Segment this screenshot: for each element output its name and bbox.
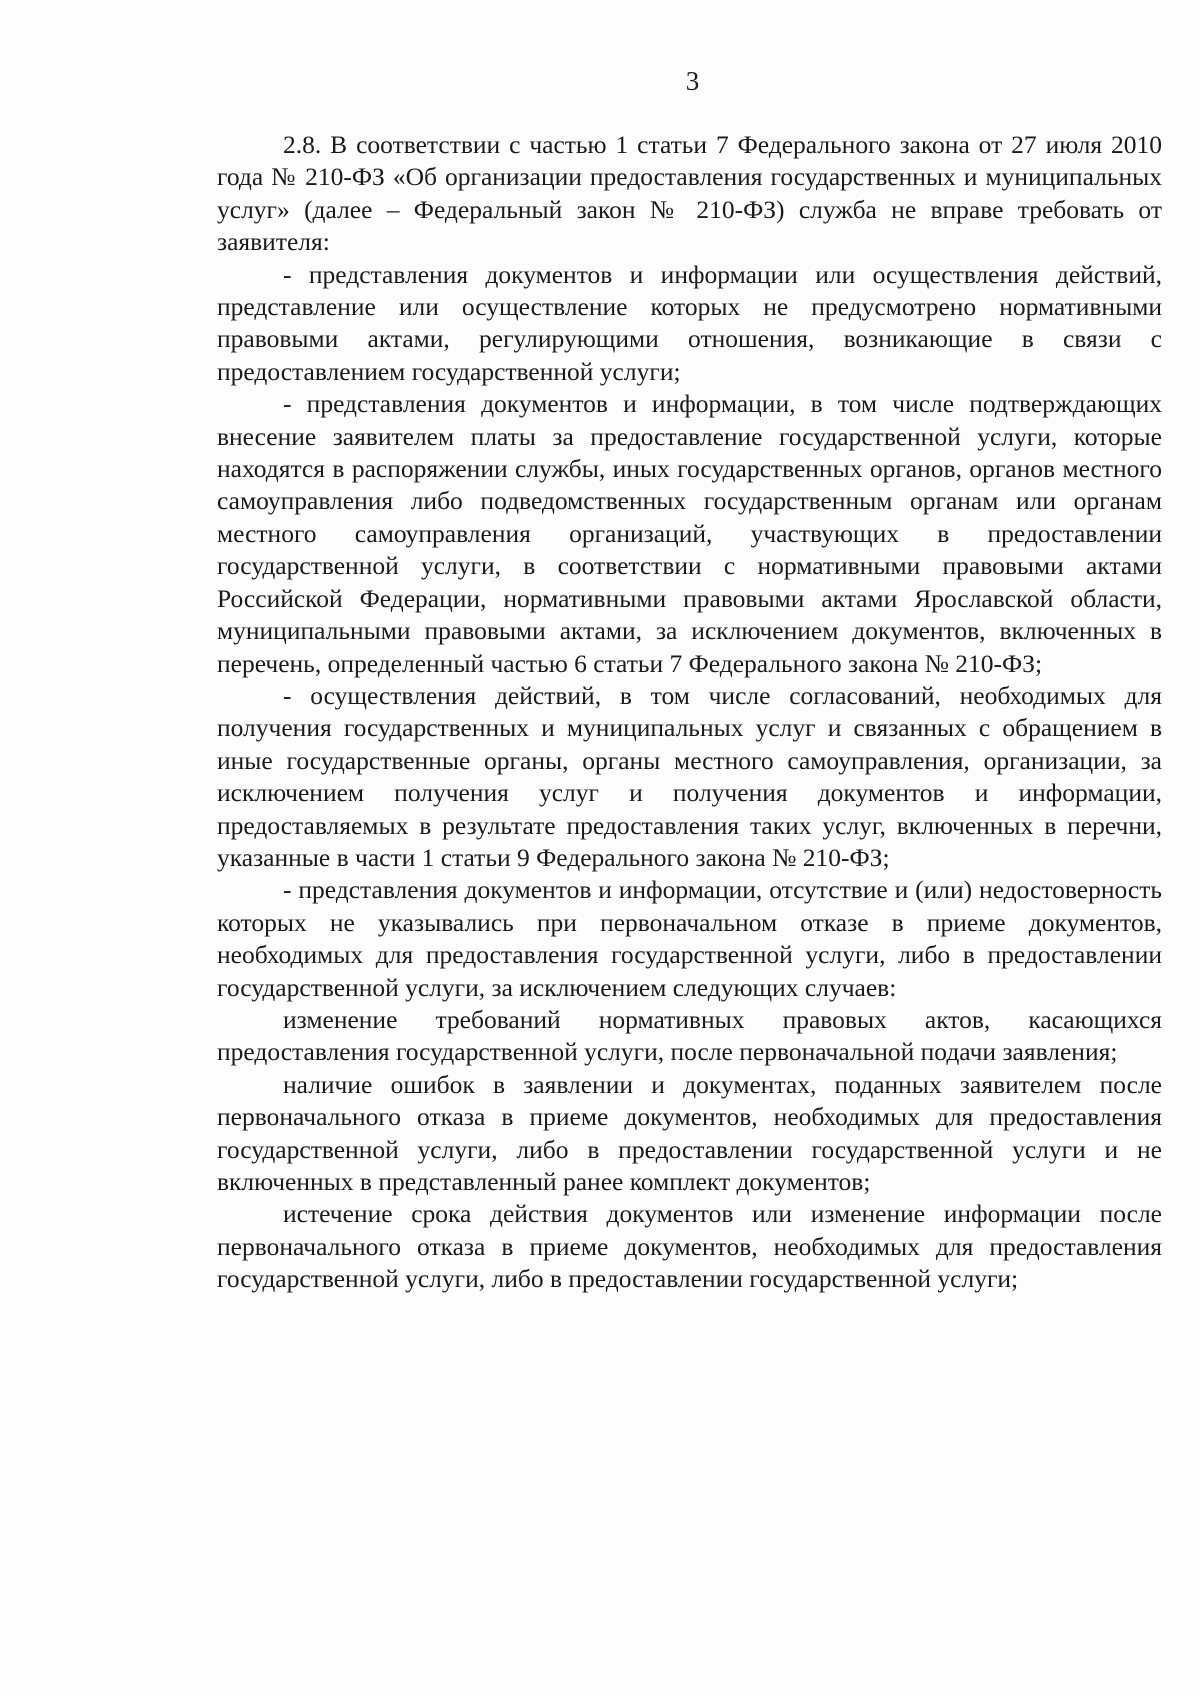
paragraph-case-3: истечение срока действия документов или изменение информации после первоначального отказа в приеме документов, необходимых для предоставления государственной услуги, либо в предоставлении государственной услуги; [217, 1199, 1162, 1294]
document-body [217, 129, 1162, 1296]
paragraph-item-2: - представления документов и информации, в том числе подтверждающих внесение заявителем платы за предоставление государственной услуги, которые находятся в распоряжении службы, иных государственных органов, органов местного самоуправления либо подведомственных государственным органам или органам местного самоуправления организаций, участвующих в предоставлении государственной услуги, в соответствии с нормативными правовыми актами Российской Федерации, нормативными правовыми актами Ярославской области, муниципальными правовыми актами, за исключением документов, включенных в перечень, определенный частью 6 статьи 7 Федерального закона № 210-ФЗ; [217, 389, 1162, 678]
paragraph-item-1: - представления документов и информации или осуществления действий, представление или осуществление которых не предусмотрено нормативными правовыми актами, регулирующими отношения, возникающие в связи с предоставлением государственной услуги; [217, 259, 1162, 386]
page-number: 3 [685, 66, 700, 96]
paragraph-case-2: наличие ошибок в заявлении и документах, поданных заявителем после первоначального отказа в приеме документов, необходимых для предоставления государственной услуги, либо в предоставлении государственной услуги и не включенных в представленный ранее комплект документов; [217, 1069, 1162, 1196]
paragraph-intro: 2.8. В соответствии с частью 1 статьи 7 Федерального закона от 27 июля 2010 года № 210-ФЗ «Об организации предоставления государственных и муниципальных услуг» (далее – Федеральный закон № 210-ФЗ) служба не вправе требовать от заявителя: [217, 130, 1162, 257]
paragraph-item-4: - представления документов и информации, отсутствие и (или) недостоверность которых не указывались при первоначальном отказе в приеме документов, необходимых для предоставления государственной услуги, либо в предоставлении государственной услуги, за исключением следующих случаев: [217, 875, 1162, 1002]
paragraph-case-1: изменение требований нормативных правовых актов, касающихся предоставления государственной услуги, после первоначальной подачи заявления; [217, 1004, 1162, 1067]
paragraph-item-3: - осуществления действий, в том числе согласований, необходимых для получения государственных и муниципальных услуг и связанных с обращением в иные государственные органы, органы местного самоуправления, организации, за исключением получения услуг и получения документов и информации, предоставляемых в результате предоставления таких услуг, включенных в перечни, указанные в части 1 статьи 9 Федерального закона № 210-ФЗ; [217, 680, 1162, 872]
